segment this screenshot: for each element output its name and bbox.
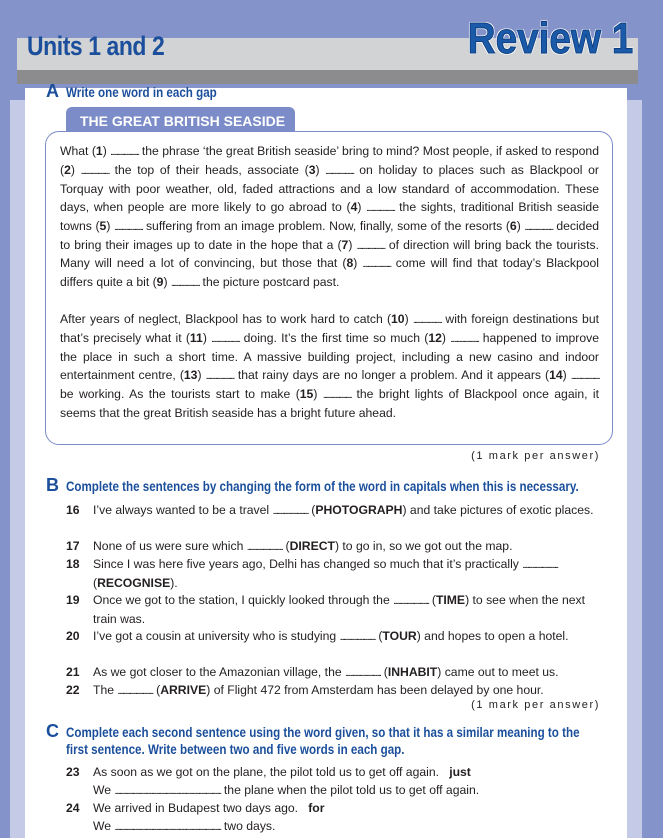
- item-text: [93, 764, 606, 800]
- sentence-text: ).: [170, 575, 178, 590]
- section-a-title: Write one word in each gap: [66, 85, 217, 100]
- item-number: 21: [66, 665, 80, 679]
- second-sentence-start: We: [93, 818, 112, 833]
- sentence-text: (: [374, 629, 383, 643]
- exercise-item: [66, 592, 606, 628]
- passage-text: with foreign destinations but that’s precisely what it: [60, 312, 600, 345]
- gap-number: 14: [549, 367, 563, 382]
- item-number: 16: [66, 503, 80, 517]
- answer-gap[interactable]: ..............................: [339, 632, 375, 643]
- units-title: Units 1 and 2: [27, 31, 165, 61]
- item-text: [93, 592, 606, 628]
- sentence-text: (: [380, 665, 388, 679]
- answer-gap[interactable]: ..........................................................................................: [114, 821, 221, 833]
- item-text: [93, 538, 606, 557]
- second-sentence-end: two days.: [223, 818, 276, 833]
- passage-text: suffering from an image problem. Now, finally, some of the resorts: [142, 218, 506, 233]
- answer-gap[interactable]: ........................: [170, 278, 200, 290]
- item-number: 22: [66, 683, 80, 697]
- item-text: [93, 628, 606, 647]
- answer-gap[interactable]: ........................: [570, 370, 600, 382]
- answer-gap[interactable]: ........................: [450, 333, 479, 345]
- exercise-item: [66, 502, 606, 521]
- exercise-item: [66, 764, 606, 800]
- gap-number: 4: [350, 199, 358, 214]
- item-number: 17: [66, 539, 80, 553]
- passage-paragraph-1: What (1) ........................ the phrase ‘the great British seaside’ bring to mind? Most people, if asked to respond (2) ........................ the top of their heads, associate (3) ........................ on holiday to places such as Blackpool or Torquay with poor weather, old, faded attractions and a low standard of accommodation. These days, when people are more likely to go abroad to (4) ........................ the sights, traditional British seaside towns (5) ........................ suffering from an image problem. Now, finally, some of the resorts (6) ........................ decided to bring their images up to date in the hope that a (7) ........................ of direction will bring back the tourists. Many will need a lot of convincing, but those that (8) ........................ come will find that today’s Blackpool differs quite a bit (9) ........................ the picture postcard past.: [60, 144, 600, 290]
- section-a-letter: A: [46, 81, 59, 101]
- gap-number: 15: [299, 386, 314, 401]
- answer-gap[interactable]: ........................: [325, 165, 354, 177]
- gap-number: 10: [391, 312, 405, 326]
- review-title: Review 1: [467, 14, 633, 63]
- header-shadow: [17, 70, 638, 84]
- item-number: 24: [66, 801, 80, 815]
- gap-number: 6: [509, 218, 517, 233]
- answer-gap[interactable]: ........................: [114, 221, 143, 233]
- passage-text: on holiday to places such as Blackpool or Torquay with poor weather, old, faded attractions and a low standard of accommodation. These days, when people are more likely to go abroad to: [60, 162, 599, 214]
- sentence-text: ) of Flight 472 from Amsterdam has been delayed by one hour.: [206, 683, 544, 697]
- answer-gap[interactable]: ..............................: [522, 560, 558, 571]
- sentence-text: Once we got to the station, I quickly looked through the: [93, 593, 394, 607]
- answer-gap[interactable]: ..............................: [117, 686, 153, 697]
- sentence-text: (: [428, 593, 436, 607]
- item-text: [93, 800, 606, 836]
- item-text: [93, 556, 606, 592]
- gap-number: 12: [428, 330, 442, 345]
- answer-gap[interactable]: ........................: [362, 259, 391, 271]
- sentence-text: ) came out to meet us.: [437, 665, 559, 679]
- answer-gap[interactable]: ........................: [205, 370, 234, 382]
- section-c-letter: C: [46, 721, 59, 741]
- gap-number: 3: [308, 162, 316, 177]
- passage-text: the picture postcard past.: [199, 275, 340, 290]
- sentence-text: ) and hopes to open a hotel.: [416, 629, 569, 643]
- passage-title-tab: THE GREAT BRITISH SEASIDE: [66, 107, 295, 133]
- answer-gap[interactable]: ..............................: [272, 506, 308, 517]
- key-word: just: [449, 765, 471, 779]
- gap-number: 5: [99, 218, 107, 233]
- answer-gap[interactable]: ........................: [356, 240, 385, 252]
- passage-text: be working. As the tourists start to make: [60, 386, 296, 401]
- sentence-text: I’ve got a cousin at university who is studying: [93, 629, 340, 643]
- answer-gap[interactable]: ........................: [211, 333, 240, 345]
- section-b-letter: B: [46, 475, 59, 495]
- gap-number: 11: [189, 330, 203, 345]
- capital-word: DIRECT: [289, 539, 335, 553]
- capital-word: PHOTOGRAPH: [315, 503, 403, 517]
- page-edge-right: [627, 100, 642, 838]
- passage-text: decided to bring their images up to date in the hope that a: [60, 218, 600, 252]
- sentence-text: Since I was here five years ago, Delhi has changed so much that it’s practically: [93, 557, 523, 571]
- capital-word: INHABIT: [387, 665, 438, 679]
- passage-text: What: [60, 144, 92, 158]
- capital-word: TOUR: [382, 629, 417, 643]
- sentence-text: As we got closer to the Amazonian village, the: [93, 665, 346, 679]
- passage-text: the top of their heads, associate: [108, 162, 305, 177]
- gap-number: 9: [156, 275, 164, 290]
- sentence-text: The: [93, 683, 118, 697]
- section-b-title: Complete the sentences by changing the form of the word in capitals when this is necessary.: [66, 479, 579, 494]
- section-b-marks: (1 mark per answer): [471, 699, 600, 711]
- passage-text: come will find that today’s Blackpool differs quite a bit: [60, 256, 600, 290]
- second-sentence-start: We: [93, 782, 112, 797]
- item-text: [93, 682, 606, 701]
- answer-gap[interactable]: ..............................: [393, 596, 429, 607]
- answer-gap[interactable]: ..............................: [246, 542, 283, 553]
- sentence-text: None of us were sure which: [93, 539, 247, 553]
- passage-text: After years of neglect, Blackpool has to work hard to catch: [60, 312, 387, 326]
- sentence-text: (: [282, 539, 290, 553]
- item-number: 23: [66, 765, 80, 779]
- passage-text: the sights, traditional British seaside towns: [60, 199, 599, 233]
- exercise-item: [66, 538, 606, 557]
- section-a-marks: (1 mark per answer): [471, 450, 600, 462]
- answer-gap[interactable]: ..........................................................................................: [114, 785, 221, 797]
- item-number: 20: [66, 629, 80, 643]
- sentence-text: ) and take pictures of exotic places.: [402, 503, 594, 517]
- second-sentence-end: the plane when the pilot told us to get off again.: [223, 782, 480, 797]
- answer-gap[interactable]: ........................: [110, 147, 139, 158]
- gap-number: 1: [95, 144, 103, 158]
- gap-number: 7: [341, 237, 349, 252]
- exercise-item: [66, 628, 606, 647]
- answer-gap[interactable]: ........................: [80, 165, 109, 177]
- passage-text: the phrase ‘the great British seaside’ bring to mind? Most people, if asked to respond: [138, 144, 599, 158]
- passage-box: [45, 131, 613, 445]
- capital-word: ARRIVE: [160, 683, 207, 697]
- item-number: 18: [66, 557, 80, 571]
- item-text: [93, 664, 606, 683]
- item-number: 19: [66, 593, 80, 607]
- passage-text: doing. It’s the first time so much: [239, 330, 425, 345]
- gap-number: 8: [346, 256, 354, 271]
- first-sentence: We arrived in Budapest two days ago.: [93, 801, 299, 815]
- sentence-text: (: [93, 575, 98, 590]
- answer-gap[interactable]: ........................: [412, 315, 442, 326]
- sentence-text: ) to see when the next train was.: [93, 593, 585, 626]
- answer-gap[interactable]: ..............................: [345, 668, 381, 679]
- answer-gap[interactable]: ........................: [524, 221, 553, 233]
- sentence-text: (: [307, 503, 316, 517]
- passage-text: that rainy days are no longer a problem. And it appears: [233, 367, 546, 382]
- capital-word: TIME: [435, 593, 466, 607]
- capital-word: RECOGNISE: [97, 575, 171, 590]
- gap-number: 13: [183, 367, 198, 382]
- exercise-item: [66, 664, 606, 683]
- exercise-item: [66, 800, 606, 836]
- passage-text: the bright lights of Blackpool once again, it seems that the great British seaside has a bright future ahead.: [60, 386, 599, 420]
- first-sentence: As soon as we got on the plane, the pilot told us to get off again.: [93, 765, 440, 779]
- item-text: [93, 502, 606, 521]
- passage-text: happened to improve the place in such a short time. A massive building project, including a new casino and indoor entertainment centre,: [60, 330, 599, 382]
- exercise-item: [66, 556, 606, 592]
- gap-number: 2: [64, 162, 71, 177]
- passage-text: of direction will bring back the tourists. Many will need a lot of convincing, but those that: [60, 237, 600, 271]
- sentence-text: I’ve always wanted to be a travel: [93, 503, 273, 517]
- key-word: for: [308, 801, 325, 815]
- passage-paragraph-2: After years of neglect, Blackpool has to work hard to catch (10) ........................ with foreign destinations but that’s precisely what it (11) ........................ doing. It’s the first time so much (12) ........................ happened to improve the place in such a short time. A massive building project, including a new casino and indoor entertainment centre, (13) ........................ that rainy days are no longer a problem. And it appears (14) ........................ be working. As the tourists start to make (15) ........................ the bright lights of Blackpool once again, it seems that the great British seaside has a bright future ahead.: [60, 312, 600, 420]
- sentence-text: ) to go in, so we got out the map.: [334, 539, 513, 553]
- answer-gap[interactable]: ........................: [322, 389, 352, 401]
- answer-gap[interactable]: ........................: [366, 202, 395, 214]
- page-edge-left: [10, 100, 25, 838]
- exercise-item: [66, 682, 606, 701]
- section-c-title: Complete each second sentence using the word given, so that it has a similar meaning to the first sentence. Write between two and five words in each gap.: [66, 725, 580, 757]
- sentence-text: (: [152, 683, 161, 697]
